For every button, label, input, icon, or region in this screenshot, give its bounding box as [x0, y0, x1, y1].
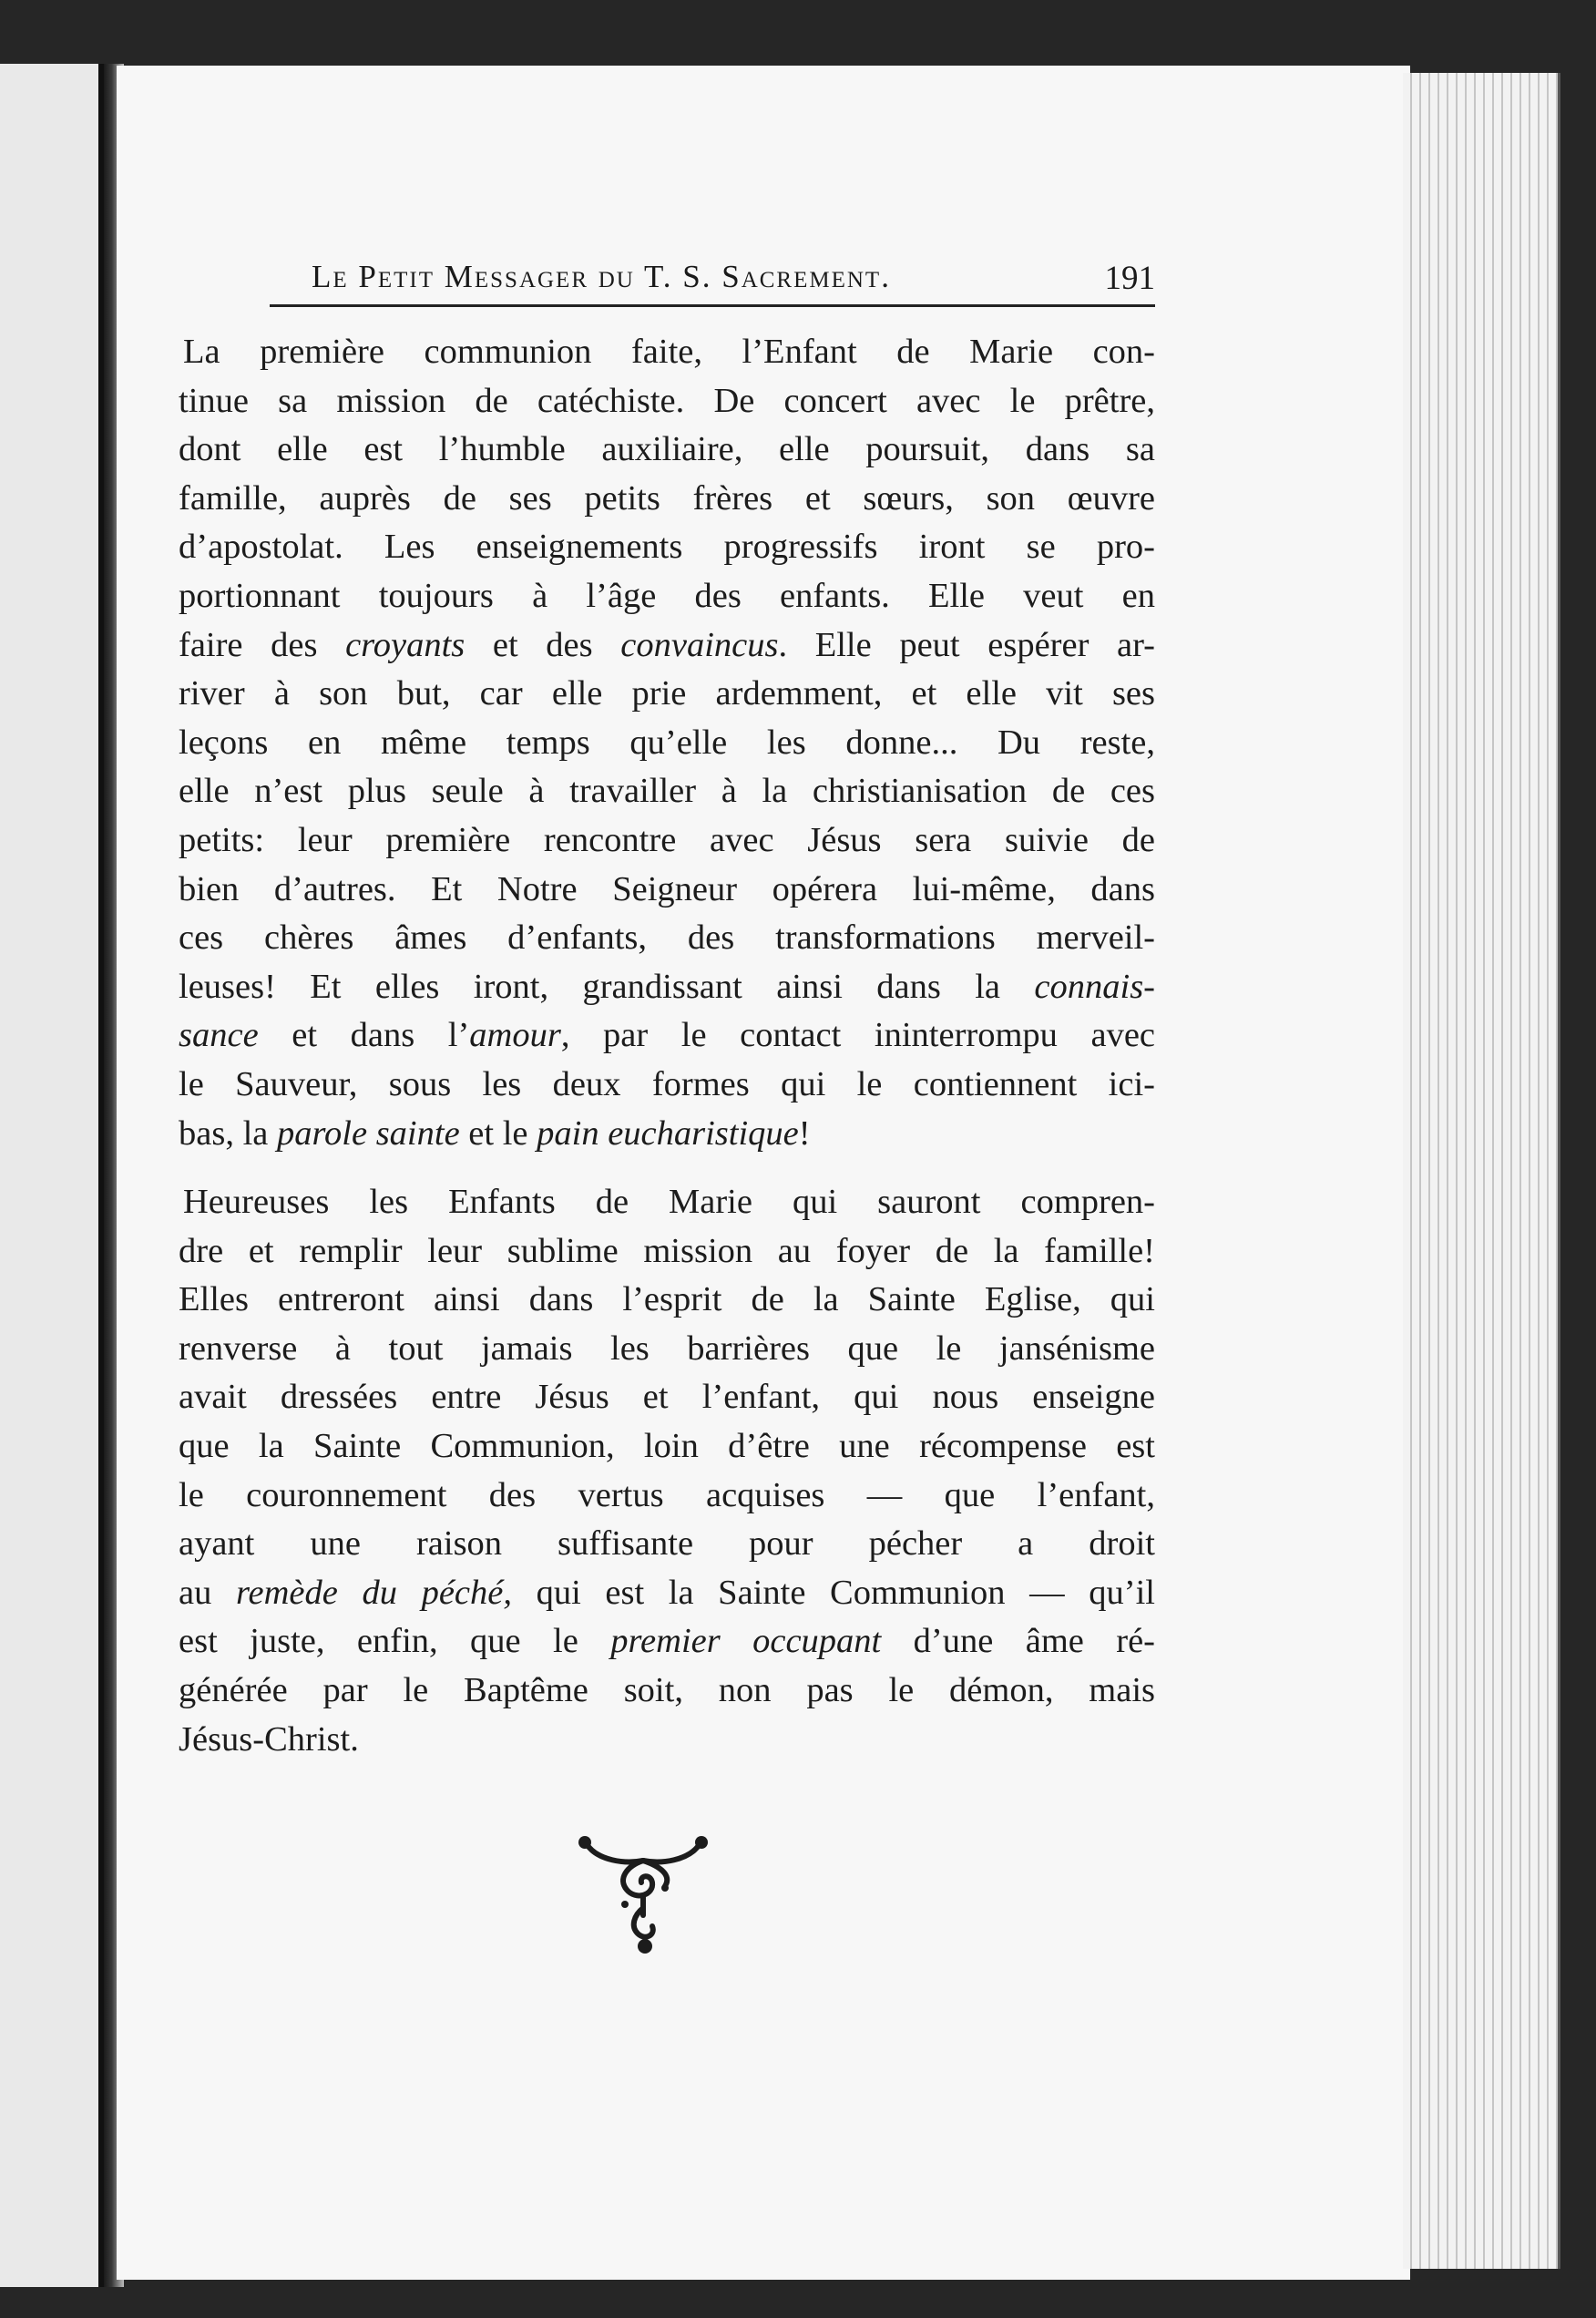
- text-run: Jésus-Christ.: [179, 1719, 359, 1759]
- text-run: bien d’autres. Et Notre Seigneur opérera lui-même, dans: [179, 869, 1155, 908]
- text-run: Elles entreront ainsi dans l’esprit de la Sainte Eglise, qui: [179, 1280, 1155, 1319]
- text-line: [179, 475, 1155, 524]
- text-run: le couronnement des vertus acquises — que l’enfant,: [179, 1475, 1155, 1514]
- text-run: d’une âme ré-: [881, 1622, 1155, 1661]
- text-run: Heureuses les Enfants de Marie qui sauront compren-: [183, 1183, 1155, 1222]
- text-run: le Sauveur, sous les deux formes qui le contiennent ici-: [179, 1064, 1155, 1103]
- italic-phrase: pain eucharistique: [537, 1113, 799, 1153]
- fleuron-svg: [570, 1824, 716, 1970]
- paragraph: [179, 328, 1155, 1158]
- page-number: 191: [1104, 260, 1155, 297]
- text-line: [179, 328, 1155, 377]
- text-run: . Elle peut espérer ar-: [778, 625, 1155, 664]
- text-line: [179, 426, 1155, 475]
- text-run: faire des: [179, 625, 346, 664]
- text-line: [179, 816, 1155, 866]
- facing-page-edge: [0, 64, 104, 2287]
- text-line: [179, 1520, 1155, 1569]
- text-line: [179, 1716, 1155, 1765]
- text-line: [179, 914, 1155, 963]
- text-line: [179, 767, 1155, 816]
- italic-phrase: premier occupant: [610, 1622, 882, 1661]
- text-line: [179, 1569, 1155, 1618]
- text-line: [179, 572, 1155, 621]
- paragraph-gap: [179, 1158, 1155, 1178]
- text-line: [179, 1178, 1155, 1227]
- italic-phrase: croyants: [345, 625, 466, 664]
- text-run: au: [179, 1573, 236, 1612]
- running-head: [270, 253, 1155, 307]
- text-run: tinue sa mission de catéchiste. De concert avec le prêtre,: [179, 381, 1155, 420]
- text-line: [179, 1011, 1155, 1061]
- text-line: [179, 1061, 1155, 1110]
- text-line: [179, 523, 1155, 572]
- running-title: Le Petit Messager du T. S. Sacrement.: [312, 259, 891, 294]
- text-line: [179, 670, 1155, 719]
- text-run: avait dressées entre Jésus et l’enfant, qui nous enseigne: [179, 1378, 1155, 1417]
- text-line: [179, 719, 1155, 768]
- text-line: [179, 1227, 1155, 1277]
- text-line: [179, 963, 1155, 1012]
- text-run: elle n’est plus seule à travailler à la christianisation de ces: [179, 772, 1155, 811]
- italic-phrase: remède du péché,: [235, 1573, 512, 1612]
- text-run: !: [798, 1113, 811, 1153]
- text-line: [179, 1667, 1155, 1716]
- text-line: [179, 1373, 1155, 1422]
- text-run: est juste, enfin, que le: [179, 1622, 611, 1661]
- text-line: [179, 1617, 1155, 1667]
- text-run: d’apostolat. Les enseignements progressifs iront se pro-: [179, 528, 1155, 567]
- text-run: générée par le Baptême soit, non pas le démon, mais: [179, 1671, 1155, 1710]
- italic-phrase: parole sainte: [276, 1113, 460, 1153]
- text-run: dont elle est l’humble auxiliaire, elle poursuit, dans sa: [179, 430, 1155, 469]
- text-run: ayant une raison suffisante pour pécher a droit: [179, 1524, 1155, 1564]
- text-run: La première communion faite, l’Enfant de Marie con-: [183, 333, 1155, 371]
- text-run: bas, la: [179, 1113, 277, 1153]
- page-stack-edge: [1403, 73, 1560, 2269]
- text-run: et des: [465, 625, 621, 664]
- text-run: ces chères âmes d’enfants, des transformations merveil-: [179, 918, 1155, 958]
- text-run: qui est la Sainte Communion — qu’il: [511, 1573, 1156, 1612]
- text-line: [179, 1110, 1155, 1159]
- text-run: portionnant toujours à l’âge des enfants. Elle veut en: [179, 576, 1155, 615]
- text-run: leçons en même temps qu’elle les donne... Du reste,: [179, 723, 1155, 762]
- paragraph: [179, 1178, 1155, 1764]
- text-line: [179, 1472, 1155, 1521]
- text-run: et dans l’: [258, 1016, 470, 1055]
- text-line: [179, 1422, 1155, 1472]
- text-run: et le: [459, 1113, 537, 1153]
- text-run: famille, auprès de ses petits frères et sœurs, son œuvre: [179, 478, 1155, 518]
- text-run: , par le contact ininterrompu avec: [560, 1016, 1156, 1055]
- italic-phrase: connais-: [1034, 967, 1155, 1006]
- text-line: [179, 866, 1155, 915]
- text-line: [179, 1325, 1155, 1374]
- text-line: [179, 377, 1155, 426]
- body-text: [179, 328, 1155, 1764]
- fleuron-ornament-icon: [570, 1824, 716, 1970]
- text-line: [179, 1276, 1155, 1325]
- italic-phrase: sance: [179, 1016, 259, 1055]
- text-run: dre et remplir leur sublime mission au foyer de la famille!: [179, 1231, 1155, 1270]
- text-run: renverse à tout jamais les barrières que le jansénisme: [179, 1328, 1155, 1368]
- italic-phrase: amour: [469, 1016, 561, 1055]
- text-run: leuses! Et elles iront, grandissant ainsi dans la: [179, 967, 1035, 1006]
- text-run: que la Sainte Communion, loin d’être une récompense est: [179, 1427, 1155, 1466]
- italic-phrase: convaincus: [620, 625, 779, 664]
- text-run: river à son but, car elle prie ardemment, et elle vit ses: [179, 674, 1155, 713]
- text-run: petits: leur première rencontre avec Jésus sera suivie de: [179, 820, 1155, 859]
- text-line: [179, 621, 1155, 671]
